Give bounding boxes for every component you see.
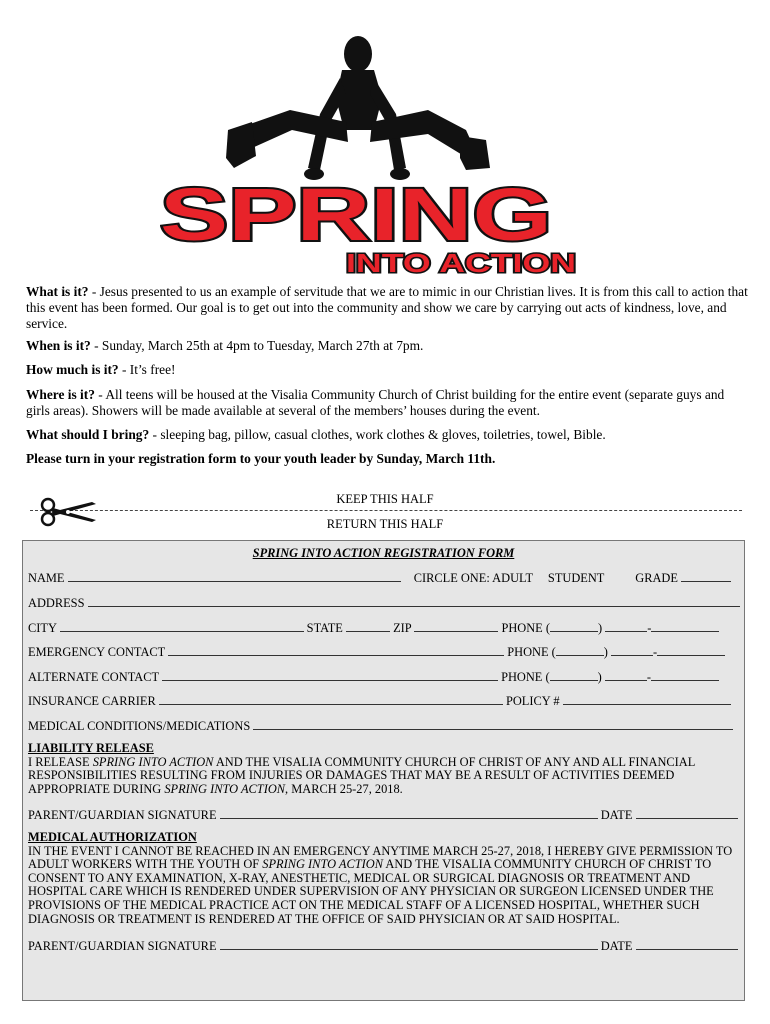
alternate-contact-field[interactable] <box>162 669 498 681</box>
turn-in-notice: Please turn in your registration form to your youth leader by Sunday, March 11th. <box>26 451 496 466</box>
info-where-text: - All teens will be housed at the Visalia Community Church of Christ building for the entire event (separate guys and girls areas). Showers will be made available at several of the members’ houses during the event. <box>26 387 725 418</box>
phone-dash: - <box>647 621 652 635</box>
address-field[interactable] <box>88 595 740 607</box>
signature-field-2[interactable] <box>220 938 598 950</box>
grade-field[interactable] <box>681 570 731 582</box>
address-label: ADDRESS <box>28 596 85 610</box>
policy-label: POLICY # <box>505 694 560 708</box>
info-cost-label: How much is it? <box>26 362 119 377</box>
emergency-contact-field[interactable] <box>168 644 504 656</box>
info-where <box>26 387 748 419</box>
row-signature-1 <box>28 807 739 823</box>
logo-tagline: INTO ACTION <box>346 248 576 278</box>
jumping-silhouette-icon <box>226 36 490 180</box>
liability-release <box>28 742 736 796</box>
row-insurance <box>28 693 739 709</box>
info-bring <box>26 427 748 443</box>
medical-authorization-title: MEDICAL AUTHORIZATION <box>28 830 197 844</box>
emergency-phone-area-field[interactable] <box>556 644 604 656</box>
signature-label: PARENT/GUARDIAN SIGNATURE <box>28 939 217 953</box>
spring-into-action-logo <box>160 18 600 280</box>
liability-em-2: SPRING INTO ACTION <box>164 781 286 796</box>
row-signature-2 <box>28 938 739 954</box>
row-name <box>28 570 739 586</box>
info-bring-label: What should I bring? <box>26 427 150 442</box>
paren-close: ) <box>597 670 602 684</box>
liability-text-3: , MARCH 25-27, 2018. <box>285 781 403 796</box>
grade-label: GRADE <box>635 571 678 585</box>
paren-close: ) <box>597 621 603 635</box>
liability-em-1: SPRING INTO ACTION <box>92 754 214 769</box>
medical-conditions-field[interactable] <box>253 718 733 730</box>
phone-prefix-field[interactable] <box>605 620 647 632</box>
info-where-label: Where is it? <box>26 387 95 402</box>
medauth-text-2: AND THE VISALIA COMMUNITY CHURCH OF CHRIST TO CONSENT TO ANY EXAMINATION, X-RAY, ANESTHETIC, MEDICAL OR SURGICAL DIAGNOSIS OR TREATMENT AND HOSPITAL CARE WHICH IS RENDERED UNDER SUPERVISION OF ANY PHYSICIAN OR SURGEON LICENSED UNDER THE PROVISIONS OF THE MEDICAL PRACTICE ACT ON THE MEDICAL STAFF OF A LICENSED HOSPITAL, WHETHER SUCH DIAGNOSIS OR TREATMENT IS RENDERED AT THE OFFICE OF SAID PHYSICIAN OR AT SAID HOSPITAL. <box>28 857 714 926</box>
return-this-half-label: RETURN THIS HALF <box>326 517 444 531</box>
phone-dash: - <box>653 645 658 659</box>
phone-label: PHONE ( <box>501 621 550 635</box>
zip-label: ZIP <box>393 621 412 635</box>
policy-field[interactable] <box>563 693 731 705</box>
medical-authorization <box>28 831 736 926</box>
alternate-phone-area-field[interactable] <box>550 669 598 681</box>
logo-word: SPRING <box>160 173 552 256</box>
liability-text-1: I RELEASE <box>28 754 93 769</box>
emergency-phone-prefix-field[interactable] <box>611 644 653 656</box>
info-when <box>26 338 748 354</box>
date-field[interactable] <box>636 807 738 819</box>
info-what <box>26 284 748 332</box>
signature-label: PARENT/GUARDIAN SIGNATURE <box>28 808 217 822</box>
row-alternate <box>28 669 739 685</box>
form-title: SPRING INTO ACTION REGISTRATION FORM <box>252 546 515 560</box>
registration-form <box>22 540 745 1001</box>
row-medical <box>28 718 739 734</box>
alternate-phone-prefix-field[interactable] <box>605 669 647 681</box>
phone-area-field[interactable] <box>550 620 598 632</box>
medauth-text-1: IN THE EVENT I CANNOT BE REACHED IN AN EMERGENCY ANYTIME MARCH 25-27, 2018, I HEREBY GIVE PERMISSION TO ADULT WORKERS WITH THE YOUTH OF <box>28 843 733 872</box>
insurance-carrier-field[interactable] <box>159 693 503 705</box>
keep-this-half-label: KEEP THIS HALF <box>336 492 434 506</box>
date-label: DATE <box>600 939 633 953</box>
zip-field[interactable] <box>414 620 498 632</box>
state-label: STATE <box>306 621 343 635</box>
liability-release-title: LIABILITY RELEASE <box>28 741 154 755</box>
insurance-carrier-label: INSURANCE CARRIER <box>28 694 156 708</box>
info-turn-in <box>26 451 748 467</box>
phone-line-field[interactable] <box>651 620 719 632</box>
date-field-2[interactable] <box>636 938 738 950</box>
row-city <box>28 620 739 636</box>
medical-conditions-label: MEDICAL CONDITIONS/MEDICATIONS <box>28 719 251 733</box>
name-label: NAME <box>28 571 65 585</box>
info-bring-text: - sleeping bag, pillow, casual clothes, work clothes & gloves, toiletries, towel, Bible. <box>149 427 606 442</box>
alternate-phone-line-field[interactable] <box>651 669 719 681</box>
phone-dash: - <box>646 670 651 684</box>
info-when-text: - Sunday, March 25th at 4pm to Tuesday, March 27th at 7pm. <box>90 338 424 353</box>
circle-one-label: CIRCLE ONE: ADULT <box>413 571 533 585</box>
date-label: DATE <box>600 808 633 822</box>
state-field[interactable] <box>346 620 390 632</box>
liability-text-2: AND THE VISALIA COMMUNITY CHURCH OF CHRIST OF ANY AND ALL FINANCIAL RESPONSIBILITIES RESULTING FROM INJURIES OR DAMAGES THAT MAY BE A RESULT OF ACTIVITIES DEEMED APPROPRIATE DURING <box>28 754 695 796</box>
info-what-label: What is it? <box>26 284 89 299</box>
student-option[interactable]: STUDENT <box>547 571 605 585</box>
info-cost-text: - It’s free! <box>118 362 176 377</box>
info-what-text: - Jesus presented to us an example of servitude that we are to mimic in our Christian lives. It is from this call to action that this event has been formed. Our goal is to get out into the community and show we care by carrying out acts of kindness, love, and service. <box>26 284 748 331</box>
name-field[interactable] <box>68 570 401 582</box>
paren-close: ) <box>603 645 608 659</box>
city-label: CITY <box>28 621 57 635</box>
info-cost <box>26 362 748 378</box>
emergency-phone-line-field[interactable] <box>657 644 725 656</box>
medauth-em: SPRING INTO ACTION <box>262 857 383 872</box>
alternate-contact-label: ALTERNATE CONTACT <box>28 670 159 684</box>
row-emergency <box>28 644 739 660</box>
cut-line <box>30 510 742 511</box>
row-address <box>28 595 739 611</box>
emergency-phone-label: PHONE ( <box>507 645 556 659</box>
city-field[interactable] <box>60 620 304 632</box>
emergency-contact-label: EMERGENCY CONTACT <box>28 645 166 659</box>
signature-field[interactable] <box>220 807 598 819</box>
alternate-phone-label: PHONE ( <box>501 670 550 684</box>
info-when-label: When is it? <box>26 338 91 353</box>
